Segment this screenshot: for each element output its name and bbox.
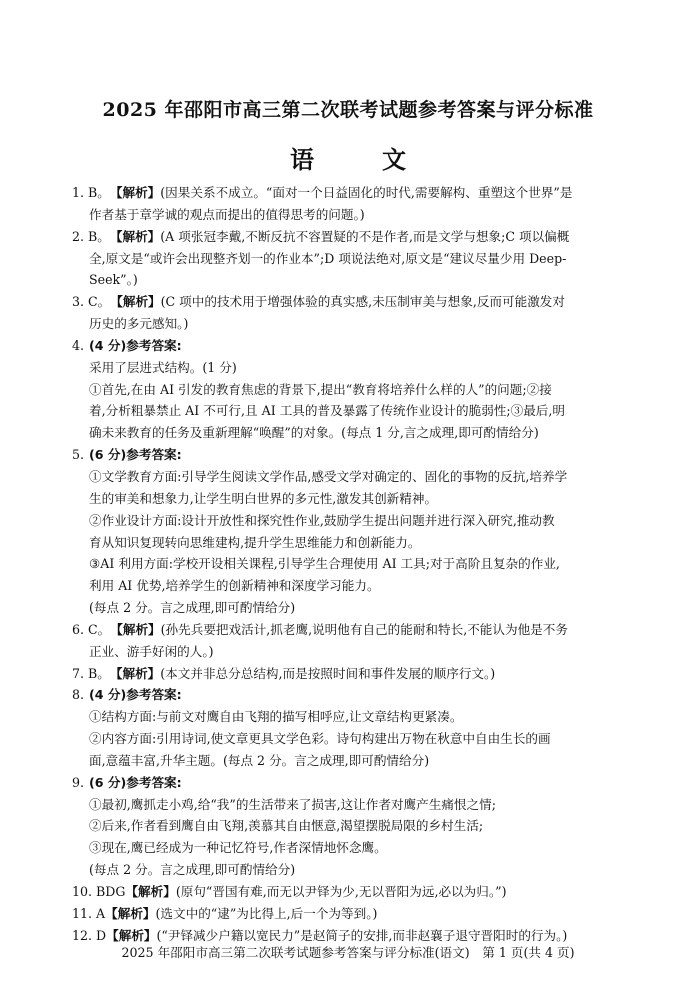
line-text: ①首先,在由 AI 引发的教育焦虑的背景下,提出“教育将培养什么样的人”的问题;②接 <box>89 381 552 397</box>
analysis-tag: 【解析】 <box>109 665 161 681</box>
answer-line <box>72 553 630 575</box>
answer-line <box>72 859 630 881</box>
question-line <box>72 444 630 466</box>
line-text: 利用 AI 优势,培养学生的创新精神和深度学习能力。 <box>89 578 380 594</box>
line-text: (本文并非总分总结构,而是按照时间和事件发展的顺序行文。) <box>160 665 496 681</box>
line-text: (孙先兵要把戏活计,抓老鹰,说明他有自己的能耐和特长,不能认为他是不务 <box>160 621 568 637</box>
answer-line <box>72 794 630 816</box>
answer-line <box>72 422 630 444</box>
question-number: 6. C。 <box>72 621 111 637</box>
question-number: 12. D <box>72 927 107 943</box>
line-text: (原句“晋国有难,而无以尹铎为少,无以晋阳为远,必以为归。”) <box>175 884 507 899</box>
question-number: 5. <box>72 447 85 463</box>
analysis-tag: (6 分)参考答案: <box>89 774 182 790</box>
line-text: (因果关系不成立。“面对一个日益固化的时代,需要解构、重塑这个世界”是 <box>160 185 573 200</box>
line-text: ②后来,作者看到鹰自由飞翔,羡慕其自由惬意,渴望摆脱局限的乡村生活; <box>89 818 484 834</box>
line-text: 生的审美和想象力,让学生明白世界的多元性,激发其创新精神。 <box>89 490 438 506</box>
question-line <box>72 663 630 685</box>
question-number: 10. BDG <box>72 884 126 899</box>
line-text: 正业、游手好闲的人。) <box>89 643 214 659</box>
line-text: 确未来教育的任务及重新理解“唤醒”的对象。(每点 1 分,言之成理,即可酌情给分) <box>89 425 539 441</box>
question-line <box>72 903 630 925</box>
question-number: 1. B。 <box>72 185 110 200</box>
line-text: ①结构方面:与前文对鹰自由飞翔的描写相呼应,让文章结构更紧凑。 <box>89 709 463 725</box>
answer-line <box>72 837 630 859</box>
line-text: 历史的多元感知。) <box>89 316 189 332</box>
answer-line <box>72 575 630 597</box>
question-line <box>72 291 630 313</box>
line-text: (“尹铎减少户籍以宽民力”是赵简子的安排,而非赵襄子退守晋阳时的行为。) <box>156 927 568 943</box>
line-text: ②内容方面:引用诗词,使文章更具文学色彩。诗句构建出万物在秋意中自由生长的画 <box>89 731 551 747</box>
answer-line <box>72 728 630 750</box>
question-number: 7. B。 <box>72 665 110 681</box>
line-text: ③现在,鹰已经成为一种记忆符号,作者深情地怀念鹰。 <box>89 840 387 856</box>
analysis-tag: 【解析】 <box>105 905 156 921</box>
question-line <box>72 881 630 903</box>
analysis-tag: 【解析】 <box>110 621 161 637</box>
line-text: (每点 2 分。言之成理,即可酌情给分) <box>89 862 296 878</box>
question-number: 9. <box>72 774 85 790</box>
answer-line <box>72 313 630 335</box>
line-text: (每点 2 分。言之成理,即可酌情给分) <box>89 600 296 616</box>
question-number: 2. B。 <box>72 228 110 244</box>
line-text: Seek”。) <box>89 272 138 288</box>
line-text: ③AI 利用方面:学校开设相关课程,引导学生合理使用 AI 工具;对于高阶且复杂的作业, <box>89 556 560 572</box>
line-text: 着,分析粗暴禁止 AI 不可行,且 AI 工具的普及暴露了传统作业设计的脆弱性;③最后,明 <box>89 403 565 419</box>
answer-list <box>72 182 630 947</box>
line-text: ①文学教育方面:引导学生阅读文学作品,感受文学对确定的、固化的事物的反抗,培养学 <box>89 468 568 484</box>
document-title: 2025 年邵阳市高三第二次联考试题参考答案与评分标准 <box>102 99 594 121</box>
answer-line <box>72 466 630 488</box>
answer-line <box>72 532 630 554</box>
subject-heading: 语 文 <box>290 145 428 174</box>
analysis-tag: 【解析】 <box>110 294 161 310</box>
line-text: (选文中的“逮”为比得上,后一个为等到。) <box>155 905 378 921</box>
question-number: 3. C。 <box>72 294 111 310</box>
analysis-tag: (4 分)参考答案: <box>89 687 182 703</box>
answer-line <box>72 750 630 772</box>
answer-line <box>72 204 630 226</box>
answer-line <box>72 269 630 291</box>
answer-line <box>72 357 630 379</box>
analysis-tag: 【解析】 <box>106 927 157 943</box>
answer-line <box>72 400 630 422</box>
question-line <box>72 619 630 641</box>
analysis-tag: 【解析】 <box>109 228 161 244</box>
answer-line <box>72 706 630 728</box>
line-text: ②作业设计方面:设计开放性和探究性作业,鼓励学生提出问题并进行深入研究,推动教 <box>89 512 555 528</box>
line-text: ①最初,鹰抓走小鸡,给“我”的生活带来了损害,这让作者对鹰产生痛恨之情; <box>89 796 496 812</box>
page-footer: 2025 年邵阳市高三第二次联考试题参考答案与评分标准(语文) 第 1 页(共 4 页) <box>121 945 575 960</box>
analysis-tag: 【解析】 <box>109 185 161 200</box>
analysis-tag: (4 分)参考答案: <box>89 337 182 353</box>
line-text: 育从知识复现转向思维建构,提升学生思维能力和创新能力。 <box>89 534 421 550</box>
line-text: 面,意蕴丰富,升华主题。(每点 2 分。言之成理,即可酌情给分) <box>89 752 430 768</box>
question-number: 11. A <box>72 905 106 921</box>
question-line <box>72 226 630 248</box>
answer-line <box>72 597 630 619</box>
question-line <box>72 684 630 706</box>
question-number: 8. <box>72 687 85 703</box>
answer-line <box>72 815 630 837</box>
answer-line <box>72 641 630 663</box>
question-line <box>72 182 630 204</box>
line-text: (C 项中的技术用于增强体验的真实感,未压制审美与想象,反而可能激发对 <box>160 294 565 310</box>
answer-line <box>72 379 630 401</box>
answer-line <box>72 510 630 532</box>
line-text: (A 项张冠李戴,不断反抗不容置疑的不是作者,而是文学与想象;C 项以偏概 <box>160 228 570 244</box>
line-text: 采用了层进式结构。(1 分) <box>89 359 237 375</box>
question-number: 4. <box>72 337 85 353</box>
analysis-tag: 【解析】 <box>125 884 176 899</box>
analysis-tag: (6 分)参考答案: <box>89 447 182 463</box>
answer-line <box>72 488 630 510</box>
question-line <box>72 772 630 794</box>
line-text: 全,原文是“或许会出现整齐划一的作业本”;D 项说法绝对,原文是“建议尽量少用 Deep- <box>89 250 567 266</box>
answer-line <box>72 248 630 270</box>
line-text: 作者基于章学诚的观点而提出的值得思考的问题。) <box>89 206 365 222</box>
question-line <box>72 335 630 357</box>
